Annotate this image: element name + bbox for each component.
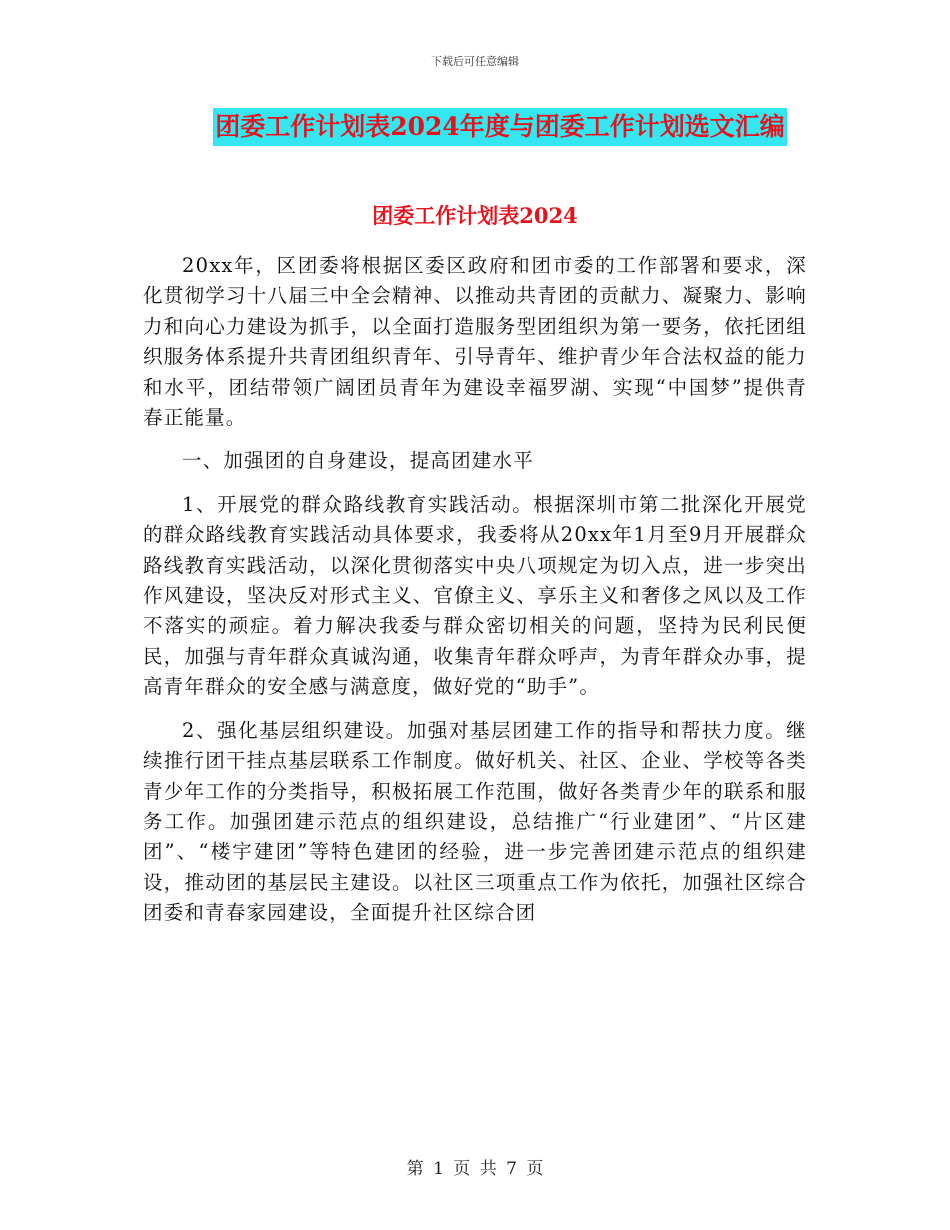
document-title-container [0, 108, 950, 146]
page-header-note: 下载后可任意编辑 [431, 55, 519, 68]
section-title: 团委工作计划表2024 [372, 203, 578, 228]
paragraph-item-2: 2、强化基层组织建设。加强对基层团建工作的指导和帮扶力度。继续推行团干挂点基层联系工作制度。做好机关、社区、企业、学校等各类青少年工作的分类指导，积极拓展工作范围，做好各类青少年的联系和服务工作。加强团建示范点的组织建设，总结推广“行业建团”、“片区建团”、“楼宇建团”等特色建团的经验，进一步完善团建示范点的组织建设，推动团的基层民主建设。以社区三项重点工作为依托，加强社区综合团委和青春家园建设，全面提升社区综合团 [143, 718, 807, 925]
paragraph-intro: 20xx年，区团委将根据区委区政府和团市委的工作部署和要求，深化贯彻学习十八届三中全会精神、以推动共青团的贡献力、凝聚力、影响力和向心力建设为抓手，以全面打造服务型团组织为第一要务，依托团组织服务体系提升共青团组织青年、引导青年、维护青少年合法权益的能力和水平，团结带领广阔团员青年为建设幸福罗湖、实现“中国梦”提供青春正能量。 [143, 254, 807, 430]
document-body [143, 251, 807, 942]
paragraph-item-1: 1、开展党的群众路线教育实践活动。根据深圳市第二批深化开展党的群众路线教育实践活动具体要求，我委将从20xx年1月至9月开展群众路线教育实践活动，以深化贯彻落实中央八项规定为切入点，进一步突出作风建设，坚决反对形式主义、官僚主义、享乐主义和奢侈之风以及工作不落实的顽症。着力解决我委与群众密切相关的问题，坚持为民利民便民，加强与青年群众真诚沟通，收集青年群众呼声，为青年群众办事，提高青年群众的安全感与满意度，做好党的“助手”。 [143, 492, 807, 699]
page-footer-number: 第 1 页 共 7 页 [406, 1159, 544, 1179]
document-title: 团委工作计划表2024年度与团委工作计划选文汇编 [213, 108, 787, 146]
paragraph-heading-1: 一、加强团的自身建设，提高团建水平 [182, 449, 534, 473]
